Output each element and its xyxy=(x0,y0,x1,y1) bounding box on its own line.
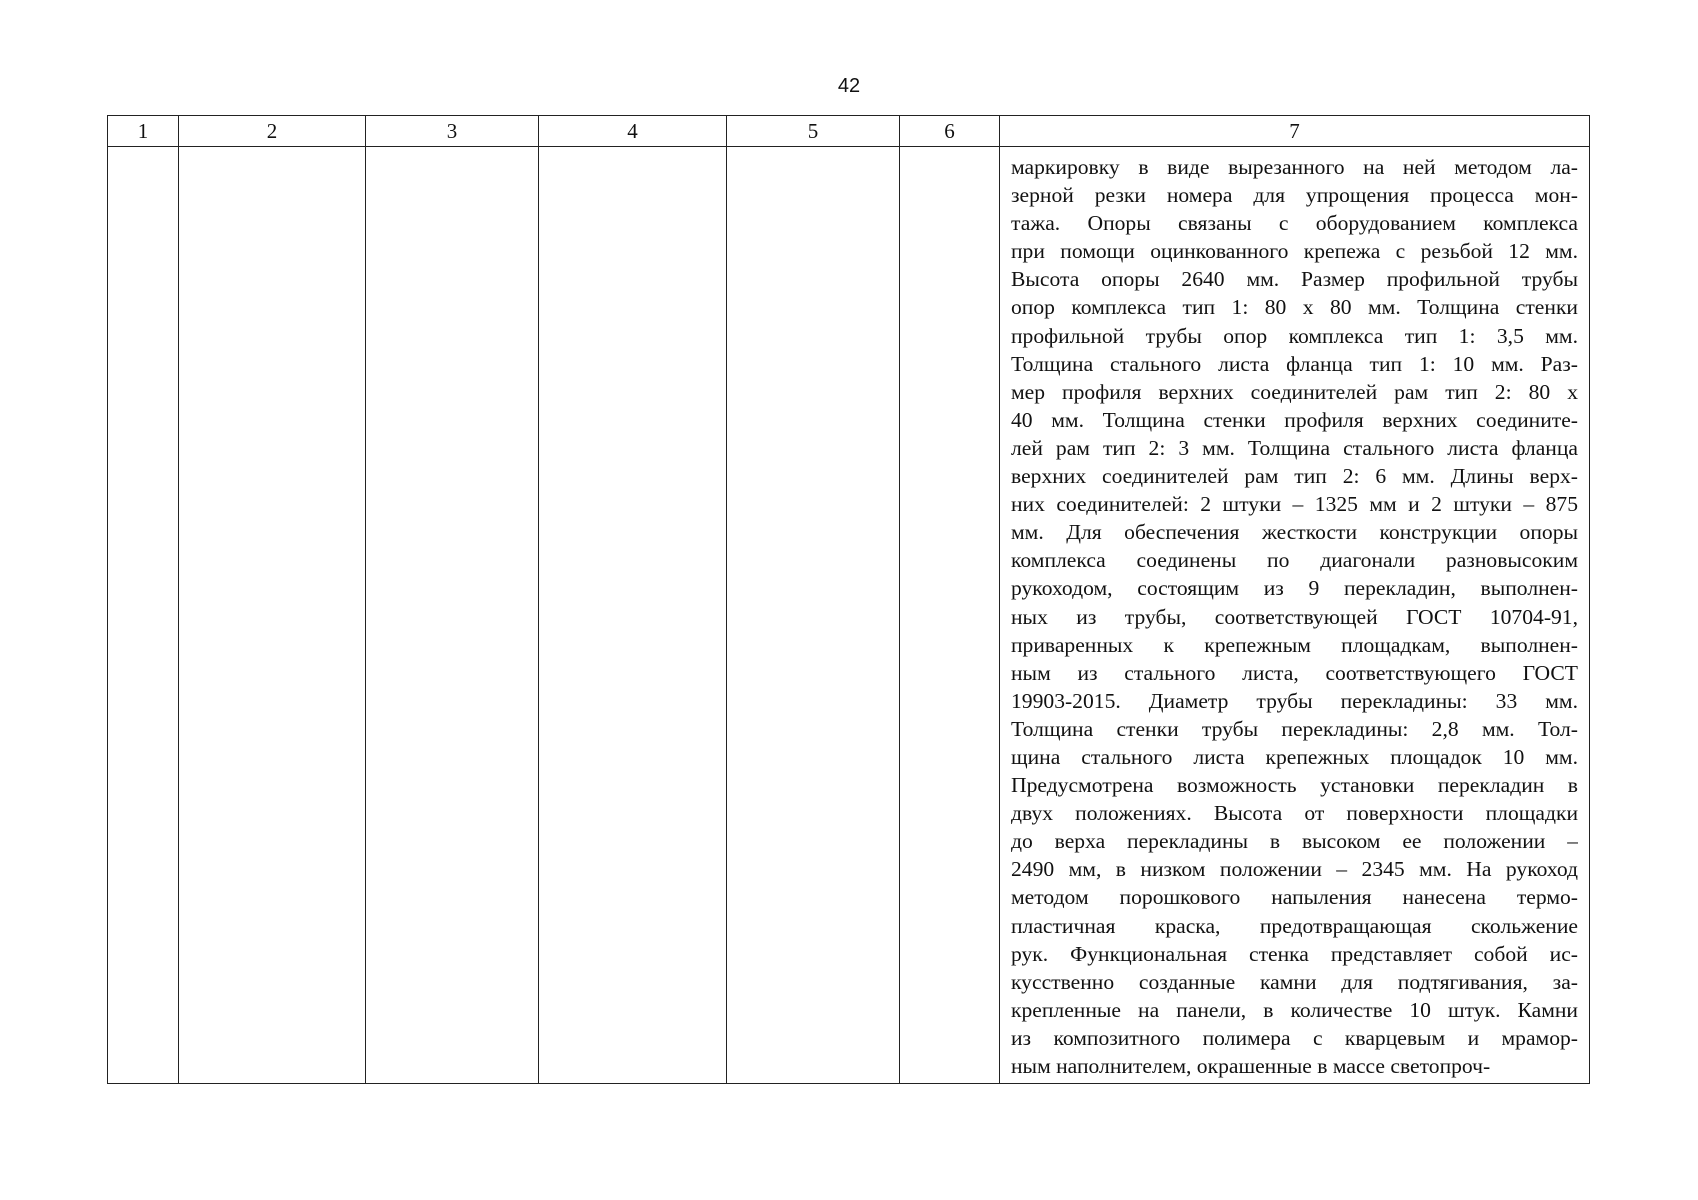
description-line: 40 мм. Толщина стенки профиля верхних соедините- xyxy=(1011,407,1578,432)
description-line: зерной резки номера для упрощения процесса мон- xyxy=(1011,183,1578,208)
description-line: Высота опоры 2640 мм. Размер профильной трубы xyxy=(1011,267,1578,292)
page-number: 42 xyxy=(837,75,861,97)
description-line: верхних соединителей рам тип 2: 6 мм. Длины верх- xyxy=(1011,464,1578,489)
column-number-row xyxy=(108,116,1590,147)
description-line: Толщина стенки трубы перекладины: 2,8 мм. Тол- xyxy=(1011,716,1578,741)
cell-col-2 xyxy=(179,147,366,1084)
description-line: тажа. Опоры связаны с оборудованием комплекса xyxy=(1011,211,1578,236)
cell-col-7-description xyxy=(1000,147,1590,1084)
description-line: 19903-2015. Диаметр трубы перекладины: 33 мм. xyxy=(1011,688,1578,713)
description-line: комплекса соединены по диагонали разновысоким xyxy=(1011,548,1578,573)
description-line: двух положениях. Высота от поверхности площадки xyxy=(1011,801,1578,826)
description-line: мер профиля верхних соединителей рам тип 2: 80 х xyxy=(1011,379,1578,404)
specification-table xyxy=(107,115,1590,1084)
column-header-5: 5 xyxy=(727,116,900,147)
description-line: рукоходом, состоящим из 9 перекладин, выполнен- xyxy=(1011,576,1578,601)
cell-col-1 xyxy=(108,147,179,1084)
cell-col-6 xyxy=(900,147,1000,1084)
description-line: до верха перекладины в высоком ее положении – xyxy=(1011,829,1578,854)
column-header-1: 1 xyxy=(108,116,179,147)
description-line: ным из стального листа, соответствующего ГОСТ xyxy=(1011,660,1578,685)
description-line: рук. Функциональная стенка представляет собой ис- xyxy=(1011,941,1578,966)
description-line: ным наполнителем, окрашенные в массе светопроч- xyxy=(1011,1054,1491,1078)
cell-col-3 xyxy=(366,147,539,1084)
column-header-6: 6 xyxy=(900,116,1000,147)
description-line: профильной трубы опор комплекса тип 1: 3,5 мм. xyxy=(1011,323,1578,348)
description-line: лей рам тип 2: 3 мм. Толщина стального листа фланца xyxy=(1011,435,1578,460)
cell-col-4 xyxy=(539,147,727,1084)
description-line: Предусмотрена возможность установки перекладин в xyxy=(1011,773,1578,798)
description-line: опор комплекса тип 1: 80 х 80 мм. Толщина стенки xyxy=(1011,295,1578,320)
column-header-7: 7 xyxy=(1000,116,1590,147)
column-header-3: 3 xyxy=(366,116,539,147)
description-line: крепленные на панели, в количестве 10 штук. Камни xyxy=(1011,997,1578,1022)
description-line: кусственно созданные камни для подтягивания, за- xyxy=(1011,969,1578,994)
description-line: ных из трубы, соответствующей ГОСТ 10704-91, xyxy=(1011,604,1578,629)
description-line: Толщина стального листа фланца тип 1: 10 мм. Раз- xyxy=(1011,351,1578,376)
description-line: методом порошкового напыления нанесена термо- xyxy=(1011,885,1578,910)
description-line: при помощи оцинкованного крепежа с резьбой 12 мм. xyxy=(1011,239,1578,264)
description-line: приваренных к крепежным площадкам, выполнен- xyxy=(1011,632,1578,657)
description-line: маркировку в виде вырезанного на ней методом ла- xyxy=(1011,155,1578,179)
description-line: мм. Для обеспечения жесткости конструкции опоры xyxy=(1011,520,1578,545)
description-line: пластичная краска, предотвращающая скольжение xyxy=(1011,913,1578,938)
description-line: из композитного полимера с кварцевым и мрамор- xyxy=(1011,1025,1578,1050)
table-row xyxy=(108,147,1590,1084)
description-line: них соединителей: 2 штуки – 1325 мм и 2 штуки – 875 xyxy=(1011,492,1578,517)
column-header-4: 4 xyxy=(539,116,727,147)
column-header-2: 2 xyxy=(179,116,366,147)
description-line: 2490 мм, в низком положении – 2345 мм. На рукоход xyxy=(1011,857,1578,882)
cell-col-5 xyxy=(727,147,900,1084)
description-line: щина стального листа крепежных площадок 10 мм. xyxy=(1011,744,1578,769)
